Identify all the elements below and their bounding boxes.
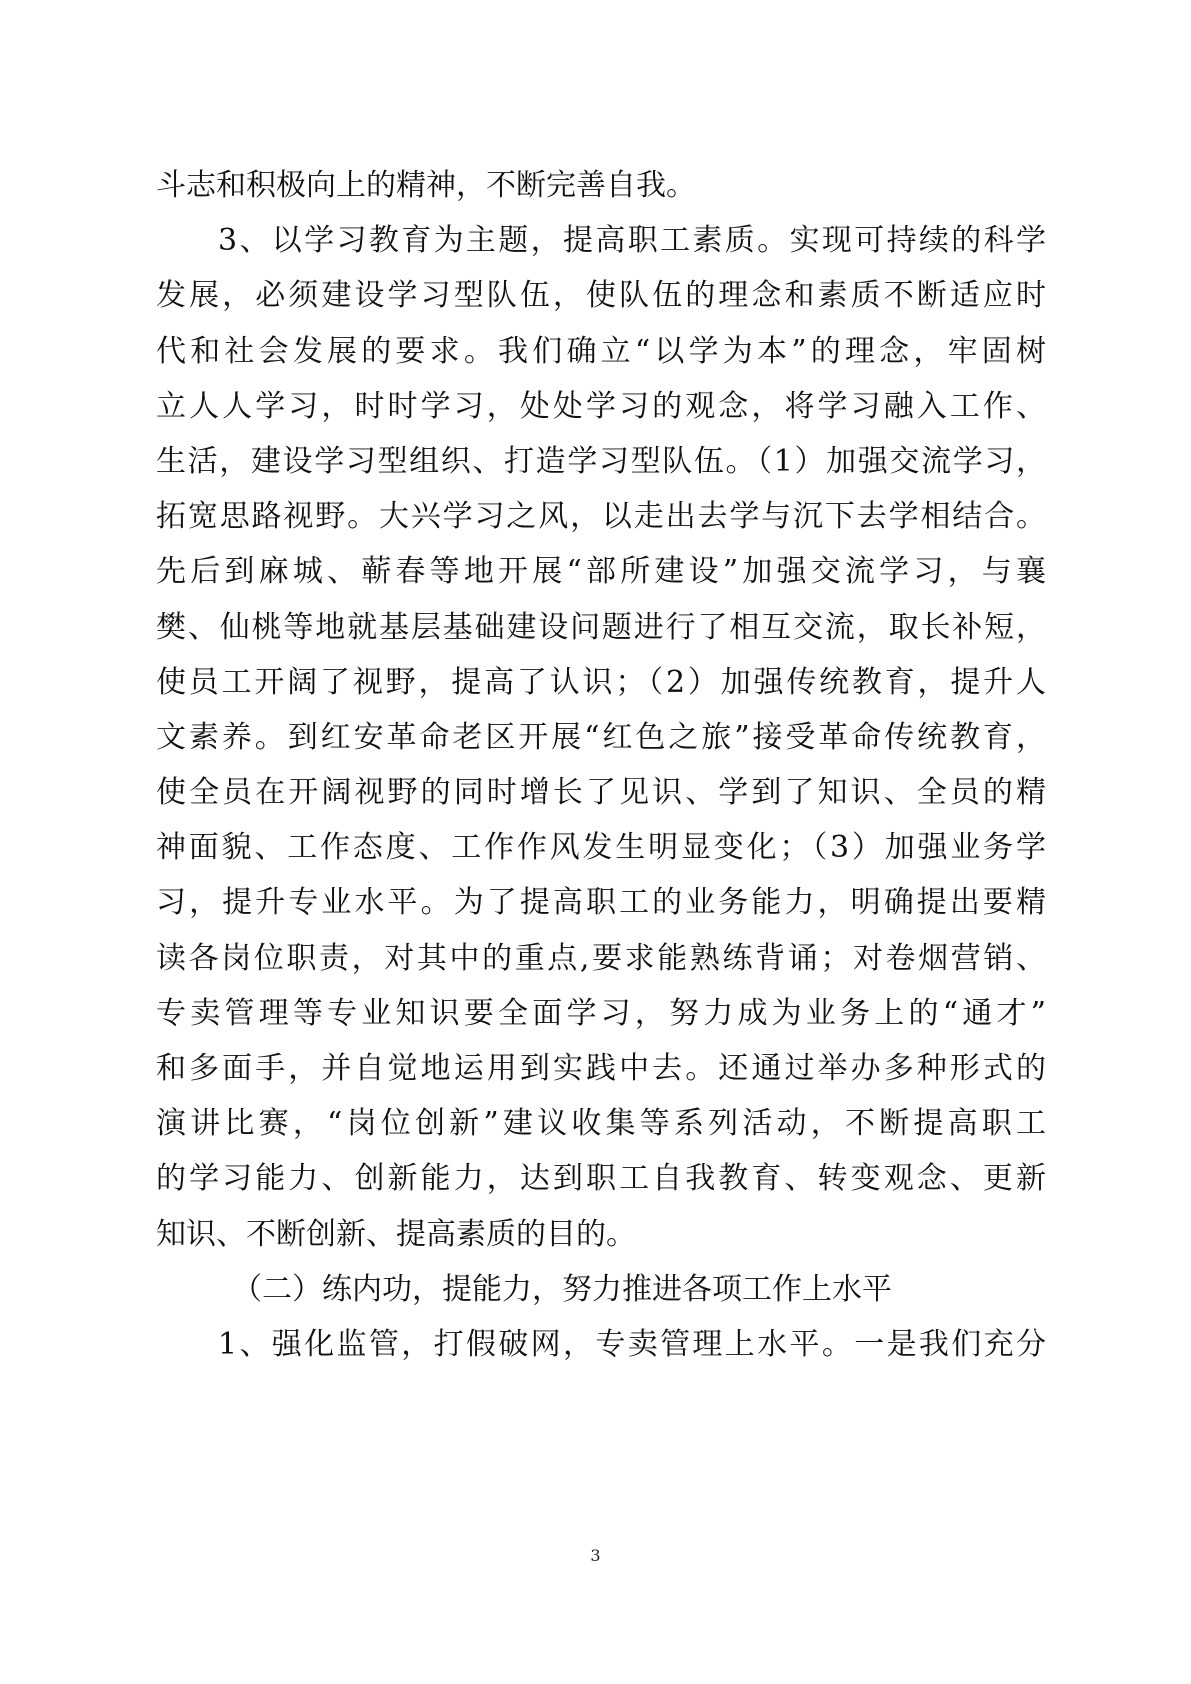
text-line: 代和社会发展的要求。我们确立“以学为本”的理念，牢固树 <box>156 333 1046 369</box>
text-line: 3、以学习教育为主题，提高职工素质。实现可持续的科学 <box>218 223 1046 259</box>
text-line: 习，提升专业水平。为了提高职工的业务能力，明确提出要精 <box>156 885 1046 921</box>
text-line: 使员工开阔了视野，提高了认识；（2）加强传统教育，提升人 <box>156 664 1046 700</box>
text-line: 演讲比赛，“岗位创新”建议收集等系列活动，不断提高职工 <box>156 1106 1046 1142</box>
text-line: 斗志和积极向上的精神，不断完善自我。 <box>156 168 696 203</box>
text-line: 知识、不断创新、提高素质的目的。 <box>156 1216 636 1252</box>
text-line: 文素养。到红安革命老区开展“红色之旅”接受革命传统教育， <box>156 719 1046 755</box>
text-line: 1、强化监管，打假破网，专卖管理上水平。一是我们充分 <box>218 1326 1046 1362</box>
text-line: 专卖管理等专业知识要全面学习，努力成为业务上的“通才” <box>156 995 1046 1031</box>
text-line: 的学习能力、创新能力，达到职工自我教育、转变观念、更新 <box>156 1161 1046 1197</box>
section-heading: （二）练内功，提能力，努力推进各项工作上水平 <box>232 1271 892 1307</box>
text-line: 发展，必须建设学习型队伍，使队伍的理念和素质不断适应时 <box>156 278 1046 314</box>
text-line: 樊、仙桃等地就基层基础建设问题进行了相互交流，取长补短， <box>156 609 1046 645</box>
text-line: 拓宽思路视野。大兴学习之风，以走出去学与沉下去学相结合。 <box>156 499 1046 535</box>
text-line: 读各岗位职责，对其中的重点,要求能熟练背诵；对卷烟营销、 <box>156 940 1046 976</box>
text-line: 和多面手，并自觉地运用到实践中去。还通过举办多种形式的 <box>156 1051 1046 1086</box>
text-line: 先后到麻城、蕲春等地开展“部所建设”加强交流学习，与襄 <box>156 554 1046 590</box>
text-line: 立人人学习，时时学习，处处学习的观念，将学习融入工作、 <box>156 388 1046 424</box>
page-number: 3 <box>590 1546 601 1565</box>
body-text <box>156 158 1046 1372</box>
text-line: 使全员在开阔视野的同时增长了见识、学到了知识、全员的精 <box>156 775 1046 811</box>
text-line: 神面貌、工作态度、工作作风发生明显变化；（3）加强业务学 <box>156 830 1046 866</box>
text-line: 生活，建设学习型组织、打造学习型队伍。（1）加强交流学习， <box>156 443 1046 479</box>
